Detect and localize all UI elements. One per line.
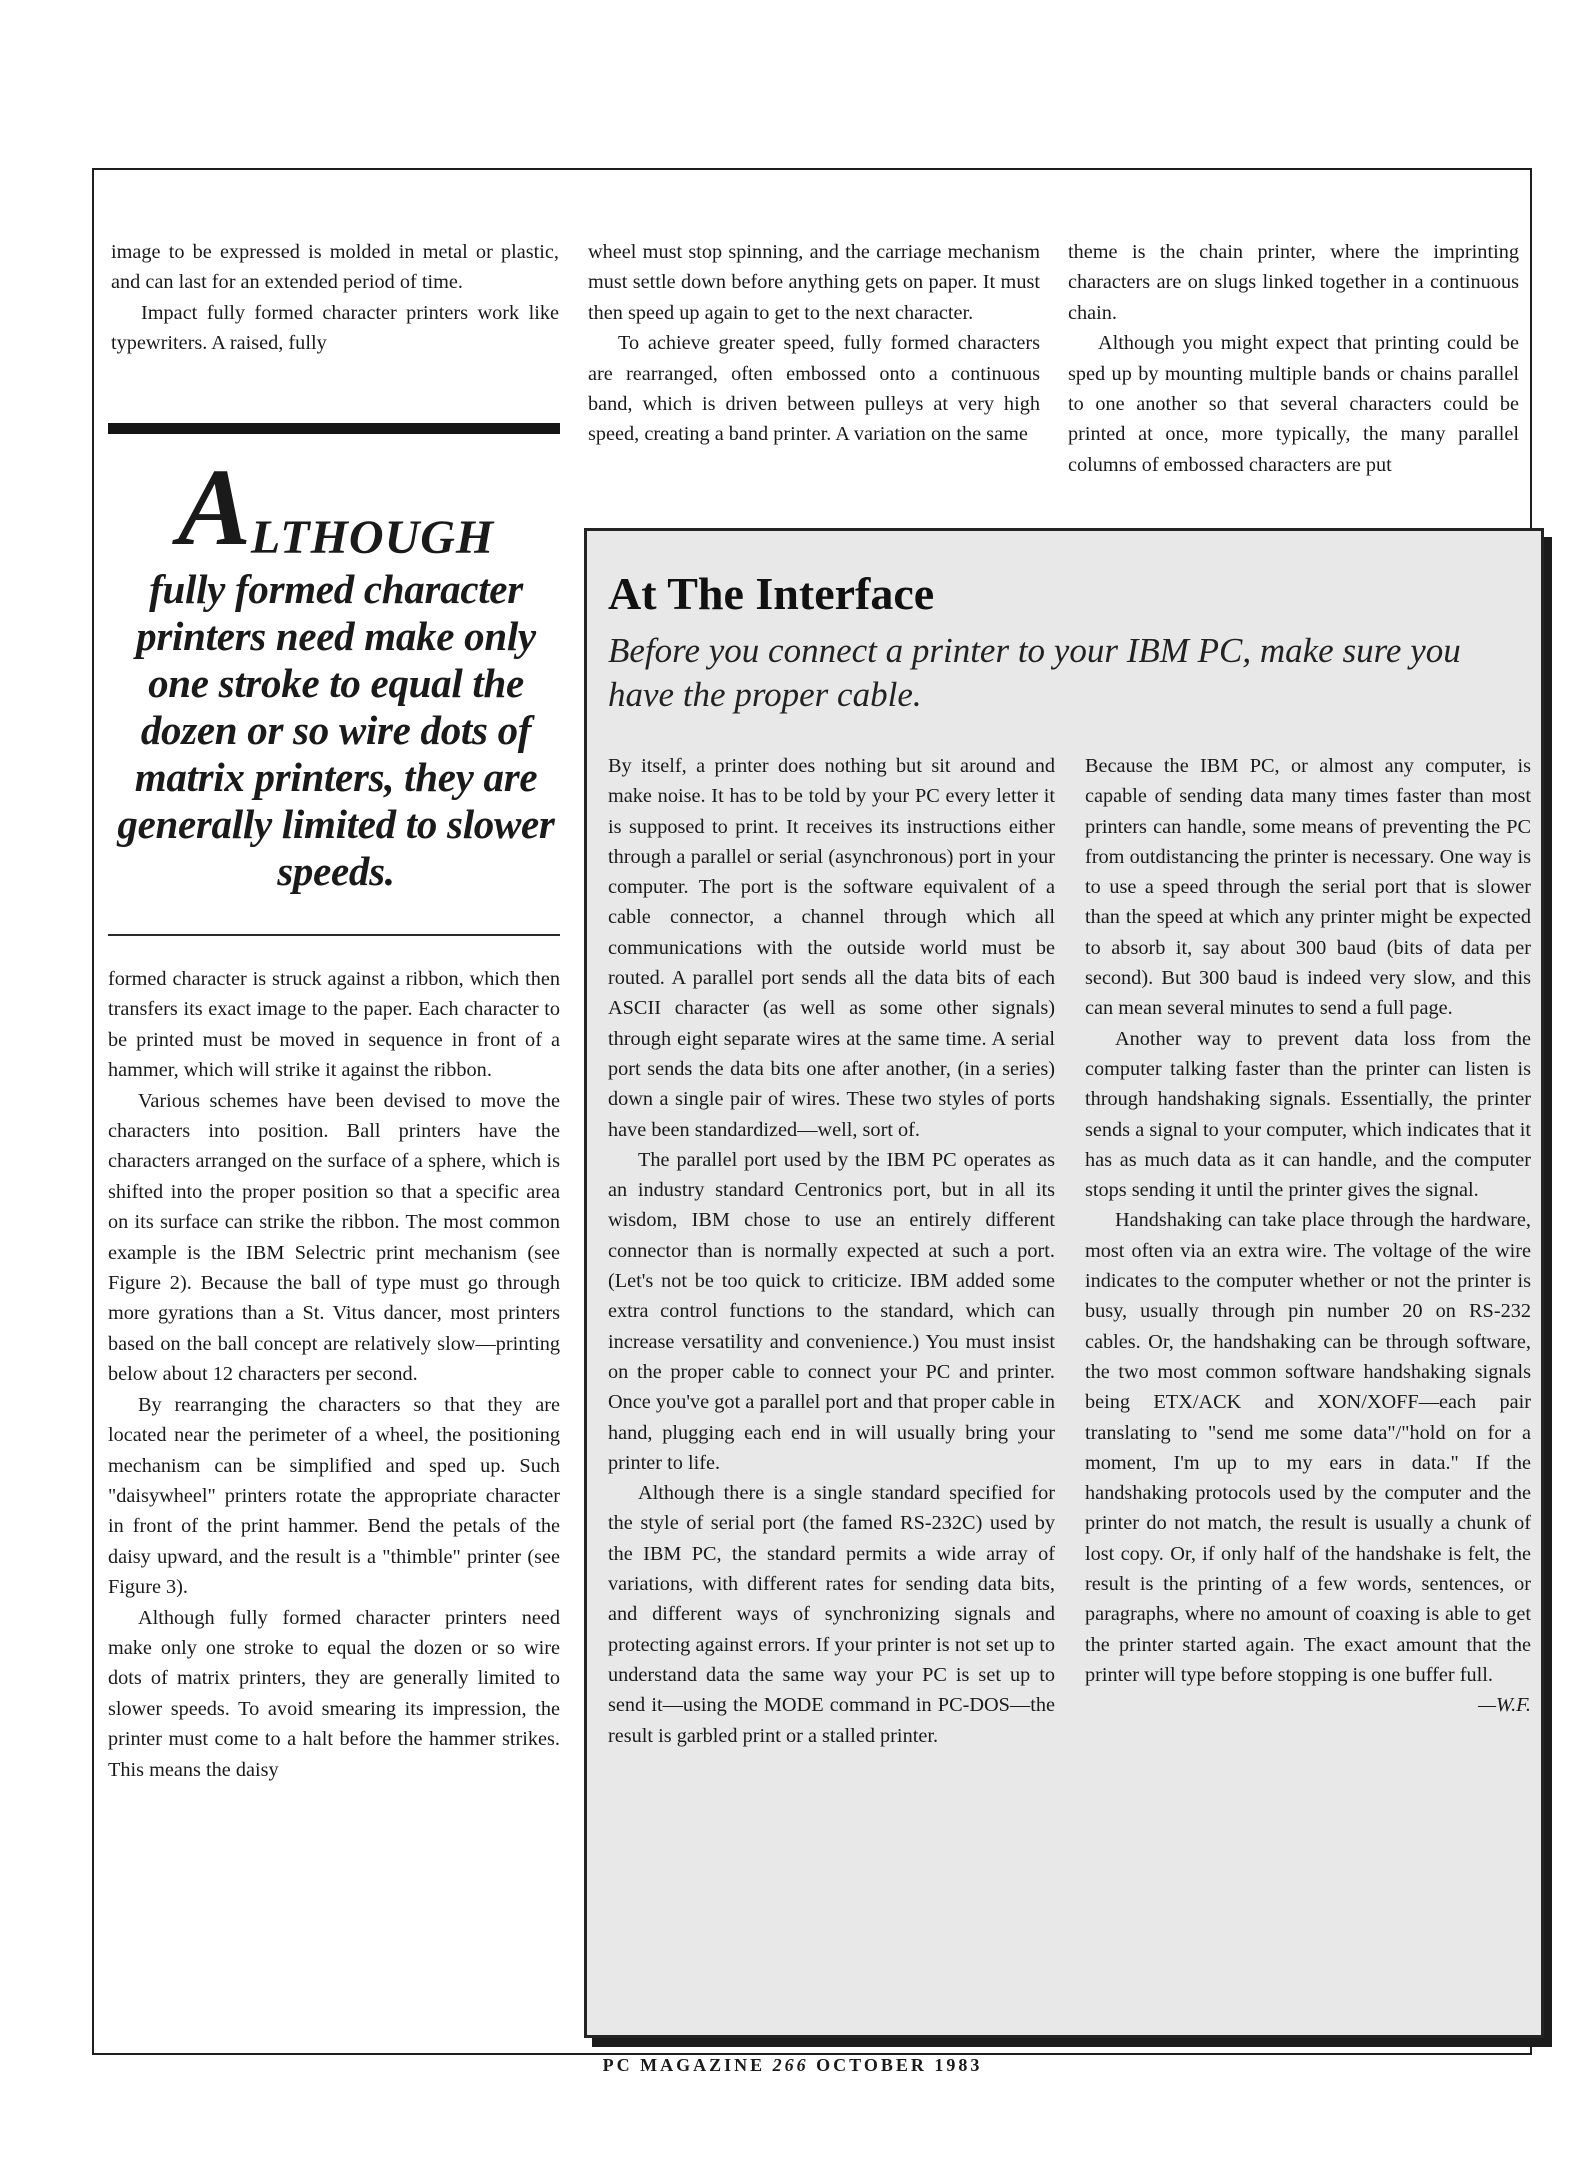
author-signature: —W.F.	[1478, 1694, 1531, 1717]
pullquote-cap-rest: LTHOUGH	[250, 511, 495, 564]
drop-cap: A	[177, 446, 251, 568]
paragraph: Various schemes have been devised to move the characters into position. Ball printers have the characters arranged on the surface of a sphere, which is shifted into the proper position so that a specific area on its surface can strike the ribbon. The most common example is the IBM Selectric print mechanism (see Figure 2). Because the ball of type must go through more gyrations than a St. Vitus dancer, most printers based on the ball concept are relatively slow—printing below about 12 characters per second.	[108, 1089, 560, 1386]
paragraph: To achieve greater speed, fully formed characters are rearranged, often embossed onto a continuous band, which is driven between pulleys at very high speed, creating a band printer. A variation on the same	[588, 332, 1040, 446]
paragraph: image to be expressed is molded in metal or plastic, and can last for an extended period of time.	[111, 241, 559, 294]
paragraph: formed character is struck against a ribbon, which then transfers its exact image to the paper. Each character to be printed must be moved in sequence in front of a hammer, which will strike it against the ribbon.	[108, 968, 560, 1082]
page-footer	[0, 2055, 1585, 2076]
paragraph: By rearranging the characters so that they are located near the perimeter of a wheel, the positioning mechanism can be simplified and sped up. Such "daisywheel" printers rotate the appropriate character in front of the print hammer. Bend the petals of the daisy upward, and the result is a "thimble" printer (see Figure 3).	[108, 1393, 560, 1599]
paragraph: theme is the chain printer, where the imprinting characters are on slugs linked together in a continuous chain.	[1068, 241, 1519, 324]
paragraph: Another way to prevent data loss from the computer talking faster than the printer can listen is through handshaking signals. Essentially, the printer sends a signal to your computer, which indicates that it has as much data as it can handle, and the computer stops sending it until the printer gives the signal.	[1085, 1027, 1531, 1202]
pullquote-lead	[106, 446, 566, 568]
paragraph-text: Handshaking can take place through the hardware, most often via an extra wire. The voltage of the wire indicates to the computer whether or not the printer is busy, usually through pin number 20 on RS-232 cables. Or, the handshaking can be through software, the two most common software handshaking signals being ETX/ACK and XON/XOFF—each pair translating to "send me some data"/"hold on for a moment, I'm up to my ears in data." If the handshaking protocols used by the computer and the printer do not match, the result is usually a chunk of lost copy. Or, if only half of the handshake is felt, the result is the printing of a few words, sentences, or paragraphs, where no amount of coaxing is able to get the printer started again. The exact amount that the printer will type before stopping is one buffer full.	[1085, 1209, 1531, 1686]
sidebar-title: At The Interface	[608, 568, 935, 619]
pullquote-bottom-rule	[108, 934, 560, 936]
sidebar-column-2	[1085, 751, 1531, 1721]
article-column-1-bottom	[108, 964, 560, 1785]
sidebar-box	[584, 528, 1544, 2038]
sidebar-subtitle: Before you connect a printer to your IBM PC, make sure you have the proper cable.	[608, 631, 1461, 714]
paragraph: Although fully formed character printers need make only one stroke to equal the dozen or so wire dots of matrix printers, they are generally limited to slower speeds. To avoid smearing its impression, the printer must come to a halt before the hammer strikes. This means the daisy	[108, 1606, 560, 1781]
sidebar-column-1	[608, 751, 1055, 1751]
paragraph: The parallel port used by the IBM PC operates as an industry standard Centronics port, but in all its wisdom, IBM chose to use an entirely different connector than is normally expected at such a port. (Let's not be too quick to criticize. IBM added some extra control functions to the standard, which can increase versatility and convenience.) You must insist on the proper cable to connect your PC and printer. Once you've got a parallel port and that proper cable in hand, plugging each end in will usually bring your printer to life.	[608, 1148, 1055, 1474]
paragraph: Although there is a single standard specified for the style of serial port (the famed RS-232C) used by the IBM PC, the standard permits a wide array of variations, with different rates for sending data bits, and different ways of synchronizing signals and protecting against errors. If your printer is not set up to understand data the same way your PC is set up to send it—using the MODE command in PC-DOS—the result is garbled print or a stalled printer.	[608, 1482, 1055, 1747]
issue-date: OCTOBER 1983	[816, 2055, 983, 2075]
paragraph	[1085, 1205, 1531, 1717]
paragraph: By itself, a printer does nothing but sit around and make noise. It has to be told by your PC every letter it is supposed to print. It receives its instructions either through a parallel or serial (asynchronous) port in your computer. The port is the software equivalent of a cable connector, a channel through which all communications with the outside world must be routed. A parallel port sends all the data bits of each ASCII character (as well as some other signals) through eight separate wires at the same time. A serial port sends the data bits one after another, (in a series) down a single pair of wires. These two styles of ports have been standardized—well, sort of.	[608, 755, 1055, 1141]
article-column-1-top	[111, 237, 559, 359]
paragraph: Because the IBM PC, or almost any computer, is capable of sending data many times faster than most printers can handle, some means of preventing the PC from outdistancing the printer is necessary. One way is to use a speed through the serial port that is slower than the speed at which any printer might be expected to absorb it, say about 300 baud (bits of data per second). But 300 baud is indeed very slow, and this can mean several minutes to send a full page.	[1085, 755, 1531, 1020]
pullquote-text: fully formed character printers need make only one stroke to equal the dozen or so wire dots of matrix printers, they are generally limited to slower speeds.	[117, 566, 555, 894]
page-number: 266	[772, 2055, 809, 2075]
article-column-2-top	[588, 237, 1040, 450]
pullquote	[106, 446, 566, 895]
magazine-name: PC MAGAZINE	[602, 2055, 766, 2075]
paragraph: wheel must stop spinning, and the carriage mechanism must settle down before anything gets on paper. It must then speed up again to get to the next character.	[588, 241, 1040, 324]
article-column-3-top	[1068, 237, 1519, 480]
paragraph: Impact fully formed character printers work like typewriters. A raised, fully	[111, 301, 559, 355]
pullquote-top-rule	[108, 423, 560, 434]
paragraph: Although you might expect that printing could be sped up by mounting multiple bands or chains parallel to one another so that several characters could be printed at once, more typically, the many parallel columns of embossed characters are put	[1068, 332, 1519, 476]
